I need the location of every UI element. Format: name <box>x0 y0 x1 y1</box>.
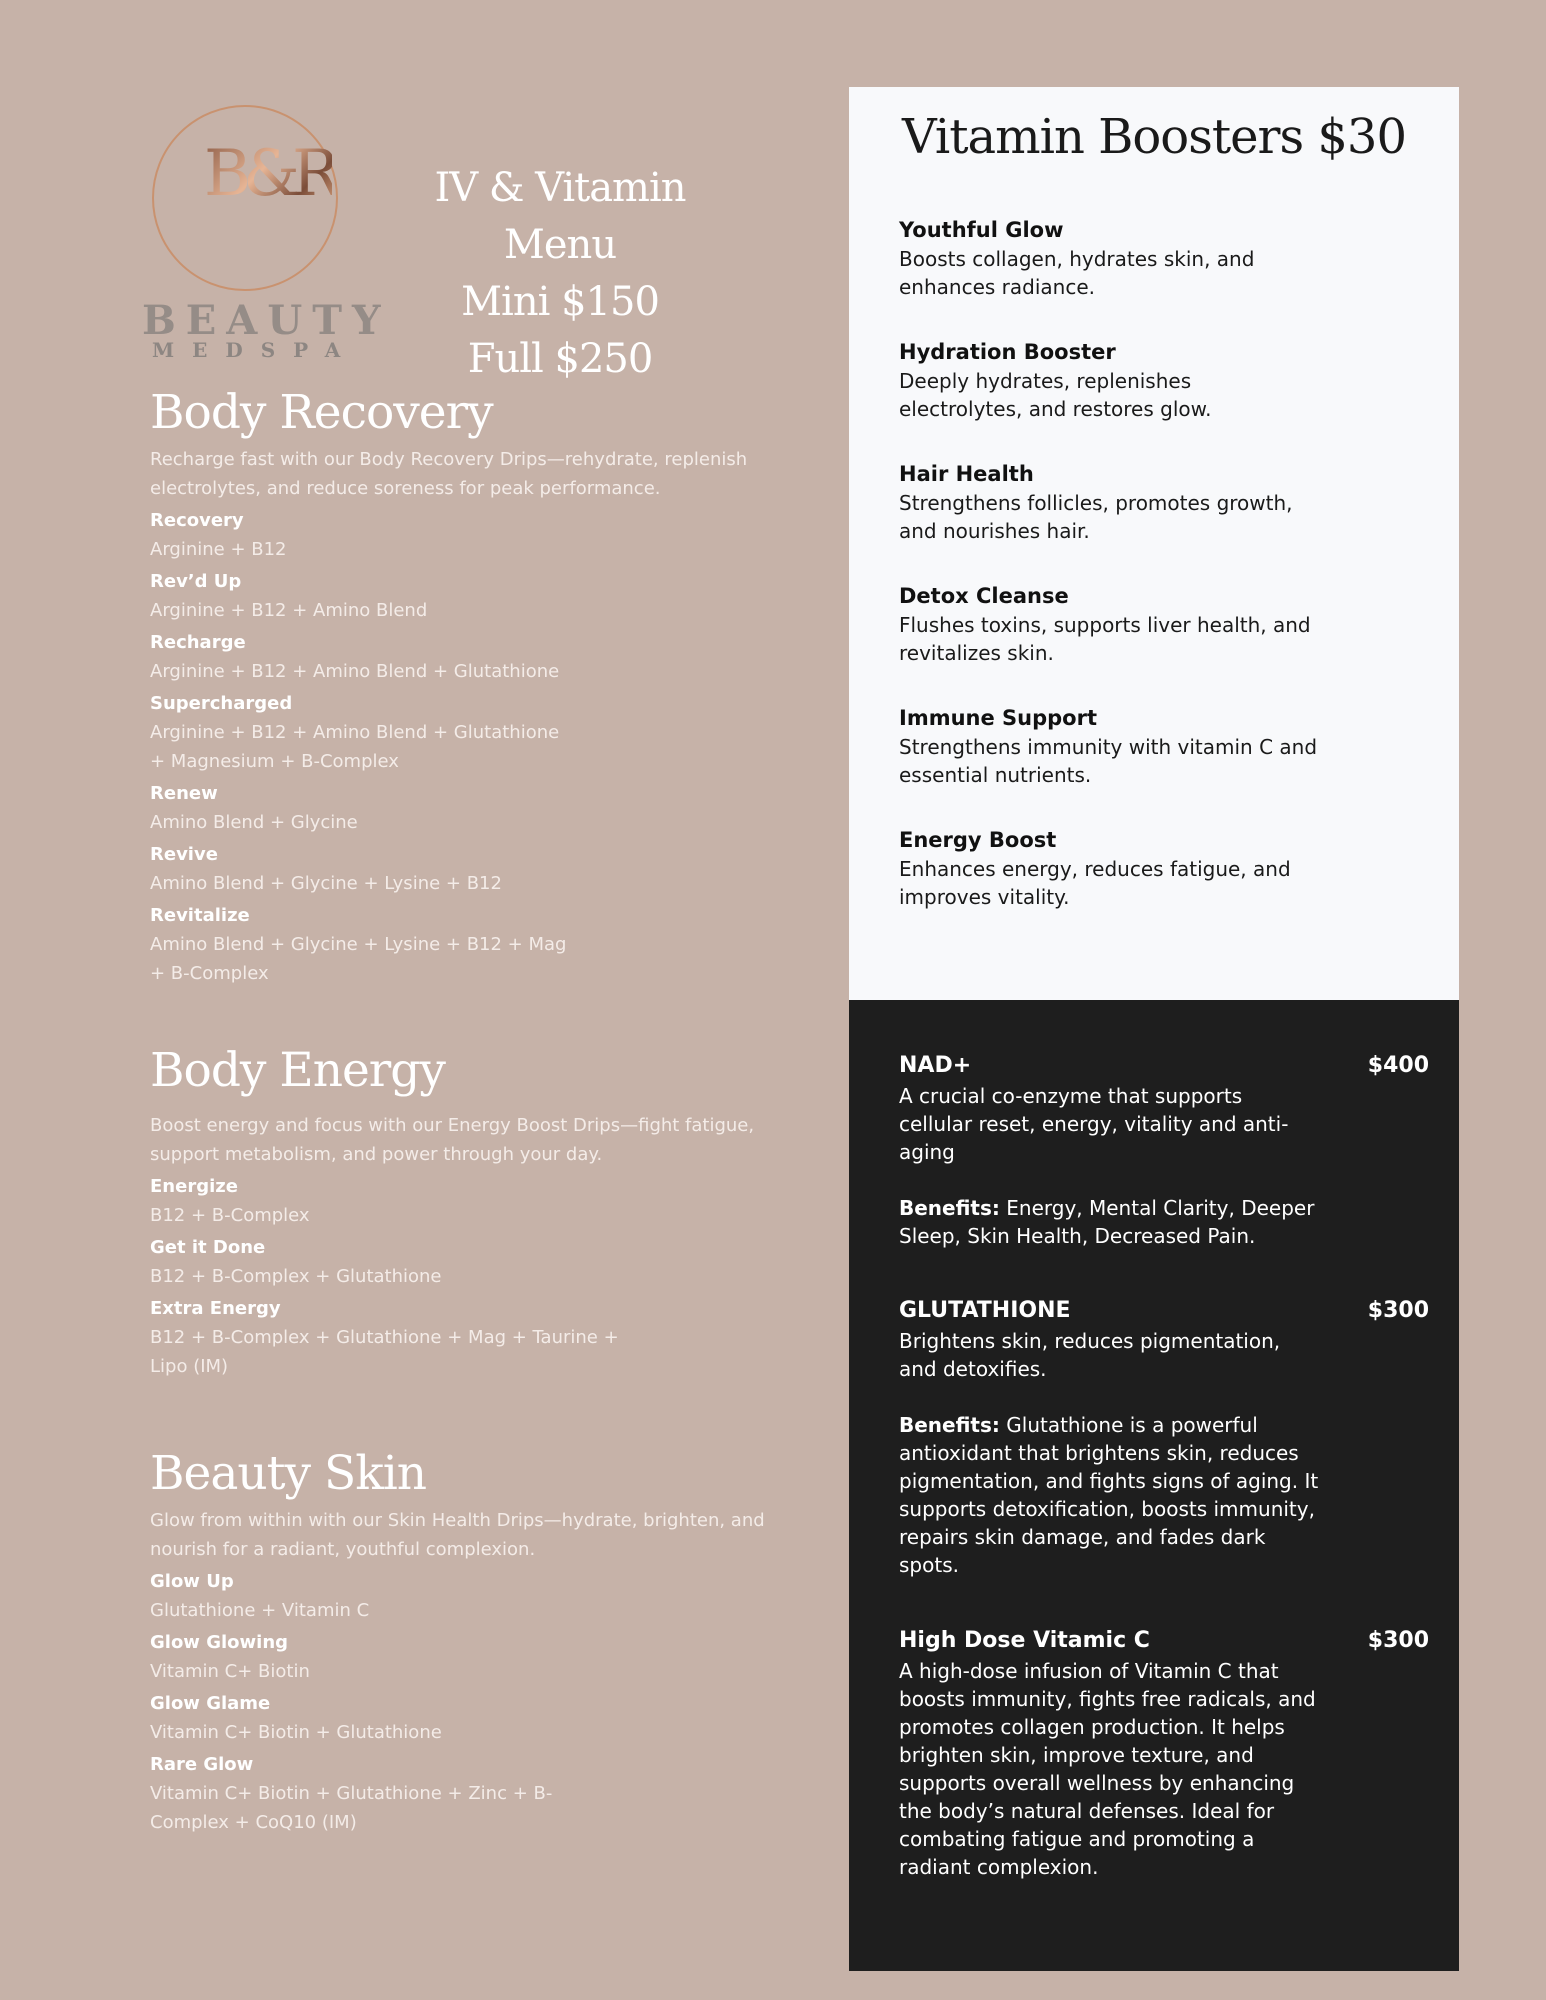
drip-name: Renew <box>150 783 218 804</box>
drip-list <box>150 1172 810 1381</box>
drip-name: Rare Glow <box>150 1754 254 1775</box>
drip-name: Recovery <box>150 510 244 531</box>
drip-ingredients: B12 + B-Complex + Glutathione <box>150 1266 442 1287</box>
drip-ingredients: Amino Blend + Glycine + Lysine + B12 + Mag + B-Complex <box>150 934 567 984</box>
section-body-energy <box>150 1043 810 1381</box>
logo-submark: MEDSPA <box>152 338 359 362</box>
premium-name: High Dose Vitamic C <box>899 1628 1150 1653</box>
booster-description: Enhances energy, reduces fatigue, and improves vitality. <box>899 857 1291 909</box>
section-body-recovery <box>150 385 810 988</box>
drip-name: Revitalize <box>150 905 250 926</box>
drip-name: Glow Up <box>150 1571 234 1592</box>
drip-name: Supercharged <box>150 693 293 714</box>
booster-name: Detox Cleanse <box>899 584 1069 608</box>
section-beauty-skin <box>150 1446 810 1837</box>
menu-header <box>380 160 740 388</box>
drip-ingredients: Arginine + B12 + Amino Blend + Glutathione <box>150 661 560 682</box>
booster-name: Immune Support <box>899 706 1097 730</box>
booster-name: Hydration Booster <box>899 340 1116 364</box>
premium-name: NAD+ <box>899 1053 972 1078</box>
booster-item <box>899 825 1319 911</box>
premium-description: A high-dose infusion of Vitamin C that boosts immunity, fights free radicals, and promotes collagen production. It helps brighten skin, improve texture, and supports overall wellness by enhancing the body’s natural defenses. Ideal for combating fatigue and promoting a radiant complexion. <box>899 1659 1316 1879</box>
vitamin-boosters-panel <box>849 87 1459 1000</box>
benefits-text: Energy, Mental Clarity, Deeper Sleep, Skin Health, Decreased Pain. <box>899 1196 1315 1248</box>
section-description: Recharge fast with our Body Recovery Drips—rehydrate, replenish electrolytes, and reduce soreness for peak performance. <box>150 449 748 499</box>
drip-ingredients: B12 + B-Complex + Glutathione + Mag + Taurine + Lipo (IM) <box>150 1327 619 1377</box>
drip-ingredients: Amino Blend + Glycine + Lysine + B12 <box>150 873 502 894</box>
booster-description: Flushes toxins, supports liver health, and revitalizes skin. <box>899 613 1311 665</box>
premium-item <box>899 1295 1429 1579</box>
premium-header <box>899 1625 1429 1657</box>
section-description: Boost energy and focus with our Energy Boost Drips—fight fatigue, support metabolism, and power through your day. <box>150 1115 755 1165</box>
drip-ingredients: B12 + B-Complex <box>150 1205 310 1226</box>
section-title: Beauty Skin <box>150 1446 427 1501</box>
logo-monogram: B&R <box>204 137 333 211</box>
benefits-text: Glutathione is a powerful antioxidant that brightens skin, reduces pigmentation, and fights signs of aging. It supports detoxification, boosts immunity, repairs skin damage, and fades dark spots. <box>899 1413 1319 1577</box>
premium-benefits <box>899 1194 1319 1250</box>
menu-title: IV & Vitamin Menu <box>434 165 686 268</box>
booster-description: Strengthens immunity with vitamin C and essential nutrients. <box>899 735 1318 787</box>
benefits-label: Benefits: <box>899 1413 1000 1437</box>
section-description: Glow from within with our Skin Health Drips—hydrate, brighten, and nourish for a radiant, youthful complexion. <box>150 1510 765 1560</box>
section-title: Body Energy <box>150 1043 445 1098</box>
booster-item <box>899 215 1319 301</box>
drip-ingredients: Glutathione + Vitamin C <box>150 1600 370 1621</box>
drip-name: Glow Glame <box>150 1693 271 1714</box>
premium-price: $300 <box>1367 1298 1429 1323</box>
drip-name: Rev’d Up <box>150 571 242 592</box>
booster-description: Deeply hydrates, replenishes electrolytes, and restores glow. <box>899 369 1212 421</box>
benefits-label: Benefits: <box>899 1196 1000 1220</box>
drip-ingredients: Amino Blend + Glycine <box>150 812 358 833</box>
booster-item <box>899 581 1319 667</box>
drip-name: Revive <box>150 844 218 865</box>
premium-name: GLUTATHIONE <box>899 1298 1071 1323</box>
premium-description: Brightens skin, reduces pigmentation, and detoxifies. <box>899 1329 1281 1381</box>
drip-ingredients: Vitamin C+ Biotin + Glutathione + Zinc + B-Complex + CoQ10 (IM) <box>150 1783 553 1833</box>
premium-header <box>899 1295 1429 1327</box>
drip-name: Energize <box>150 1176 238 1197</box>
boosters-title: Vitamin Boosters $30 <box>902 109 1406 165</box>
drip-ingredients: Vitamin C+ Biotin + Glutathione <box>150 1722 442 1743</box>
drip-ingredients: Arginine + B12 + Amino Blend <box>150 600 428 621</box>
premium-item <box>899 1625 1429 1881</box>
booster-item <box>899 459 1319 545</box>
logo-wordmark: BEAUTY <box>142 297 391 344</box>
premium-benefits <box>899 1411 1319 1579</box>
booster-name: Hair Health <box>899 462 1034 486</box>
booster-name: Youthful Glow <box>899 218 1064 242</box>
premium-item <box>899 1050 1429 1250</box>
drip-ingredients: Vitamin C+ Biotin <box>150 1661 310 1682</box>
drip-ingredients: Arginine + B12 + Amino Blend + Glutathione + Magnesium + B-Complex <box>150 722 560 772</box>
drip-name: Extra Energy <box>150 1298 281 1319</box>
booster-description: Boosts collagen, hydrates skin, and enhances radiance. <box>899 247 1255 299</box>
full-price: Full $250 <box>467 336 653 382</box>
section-title: Body Recovery <box>150 385 493 440</box>
premium-price: $300 <box>1367 1628 1429 1653</box>
booster-item <box>899 703 1319 789</box>
mini-price: Mini $150 <box>461 279 659 325</box>
drip-name: Glow Glowing <box>150 1632 289 1653</box>
drip-name: Recharge <box>150 632 246 653</box>
premium-price: $400 <box>1367 1053 1429 1078</box>
drip-ingredients: Arginine + B12 <box>150 539 287 560</box>
drip-list <box>150 1567 810 1837</box>
drip-name: Get it Done <box>150 1237 266 1258</box>
booster-description: Strengthens follicles, promotes growth, and nourishes hair. <box>899 491 1293 543</box>
brand-logo <box>142 105 391 365</box>
premium-header <box>899 1050 1429 1082</box>
booster-item <box>899 337 1319 423</box>
booster-name: Energy Boost <box>899 828 1057 852</box>
premium-description: A crucial co-enzyme that supports cellular reset, energy, vitality and anti-aging <box>899 1084 1289 1164</box>
drip-list <box>150 506 810 988</box>
premium-drips-panel <box>849 1000 1459 1971</box>
